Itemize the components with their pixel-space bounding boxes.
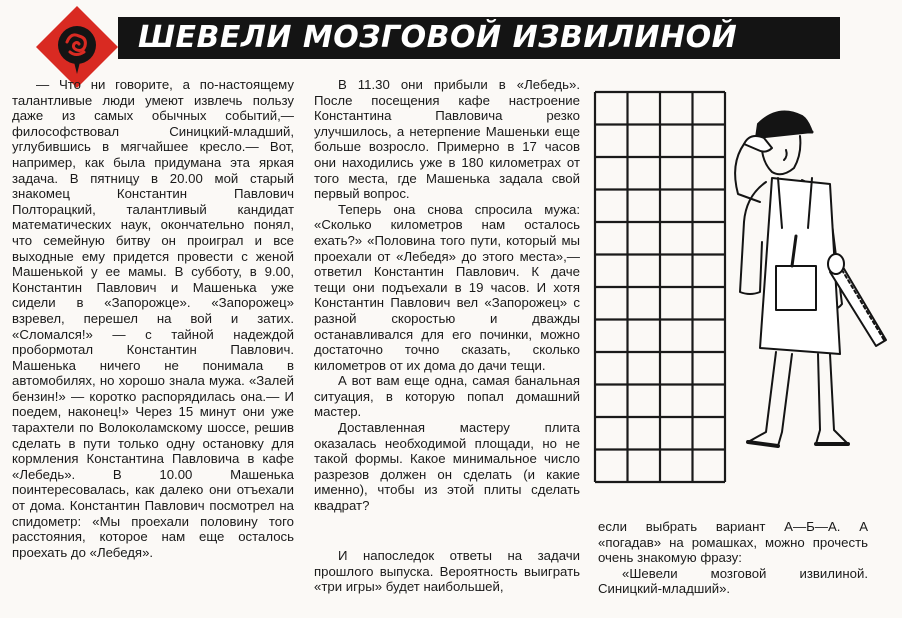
paragraph: Теперь она снова спросила мужа: «Сколько километров нам осталось ехать?» «Половина того пути, который мы проехали от «Лебедя» до этого места»,— ответил Константин Павлович. К даче тещи они подъехали в 19 часов. И хотя Константин Павлович вел «Запорожец» с разной скоростью и дважды останавливался для его починки, можно достаточно точно сказать, сколько километров от их дома до дачи тещи.	[314, 201, 580, 373]
page-title: ШЕВЕЛИ МОЗГОВОЙ ИЗВИЛИНОЙ	[138, 20, 738, 55]
craftsman-with-saw-icon	[700, 86, 900, 456]
paragraph: «Шевели мозговой извилиной. Синицкий-младший».	[598, 565, 868, 597]
paragraph: если выбрать вариант А—Б—А. А «погадав» на ромашках, можно прочесть очень знакомую фразу:	[598, 519, 868, 566]
paragraph: В 11.30 они прибыли в «Лебедь». После посещения кафе настроение Константина Павловича резко улучшилось, а нетерпение Машеньки еще больше возросло. Примерно в 17 часов они находились уже в 180 километрах от того места, где Машенька задала свой первый вопрос.	[314, 77, 580, 202]
paragraph: А вот вам еще одна, самая банальная ситуация, в которую попал домашний мастер.	[314, 373, 580, 420]
answers-intro	[314, 548, 580, 595]
article-column-2	[314, 77, 580, 514]
paragraph: И напоследок ответы на задачи прошлого выпуска. Вероятность выиграть «три игры» будет наибольшей,	[314, 548, 580, 595]
article-column-3	[598, 519, 868, 597]
article-column-1	[12, 77, 294, 560]
paragraph: Доставленная мастеру плита оказалась необходимой площади, но не такой формы. Какое минимальное число разрезов должен он сделать (и какие именно), чтобы из этой плиты сделать квадрат?	[314, 420, 580, 514]
paragraph: — Что ни говорите, а по-настоящему талантливые люди умеют извлечь пользу даже из самых обычных событий,— философствовал Синицкий-младший, углубившись в мягчайшее кресло.— Вот, например, как была придумана эта яркая задача. В пятницу в 20.00 мой старый знакомец Константин Павлович Полторацкий, талантливый кандидат математических наук, окончательно понял, что семейную битву он проиграл и все выходные ему придется провести с женой Машенькой у ее мамы. В субботу, в 9.00, Константин Павлович и Машенька уже сидели в «Запорожце». «Запорожец» взревел, перешел на вой и затих. «Сломался!» — с тайной надеждой пробормотал Константин Павлович. Машенька ничего не понимала в автомобилях, но хорошо знала мужа. «Залей бензин!» — коротко распорядилась она.— И поедем, наконец!» Через 15 минут они уже тарахтели по Волоколамскому шоссе, решив сделать в пути только одну остановку для кормления Константина Павловича в кафе «Лебедь». В 10.00 Машенька поинтересовалась, как далеко они отъехали от дома. Константин Павлович посмотрел на спидометр: «Мы проехали половину того расстояния, которое нам еще осталось проехать до «Лебедя».	[12, 77, 294, 560]
